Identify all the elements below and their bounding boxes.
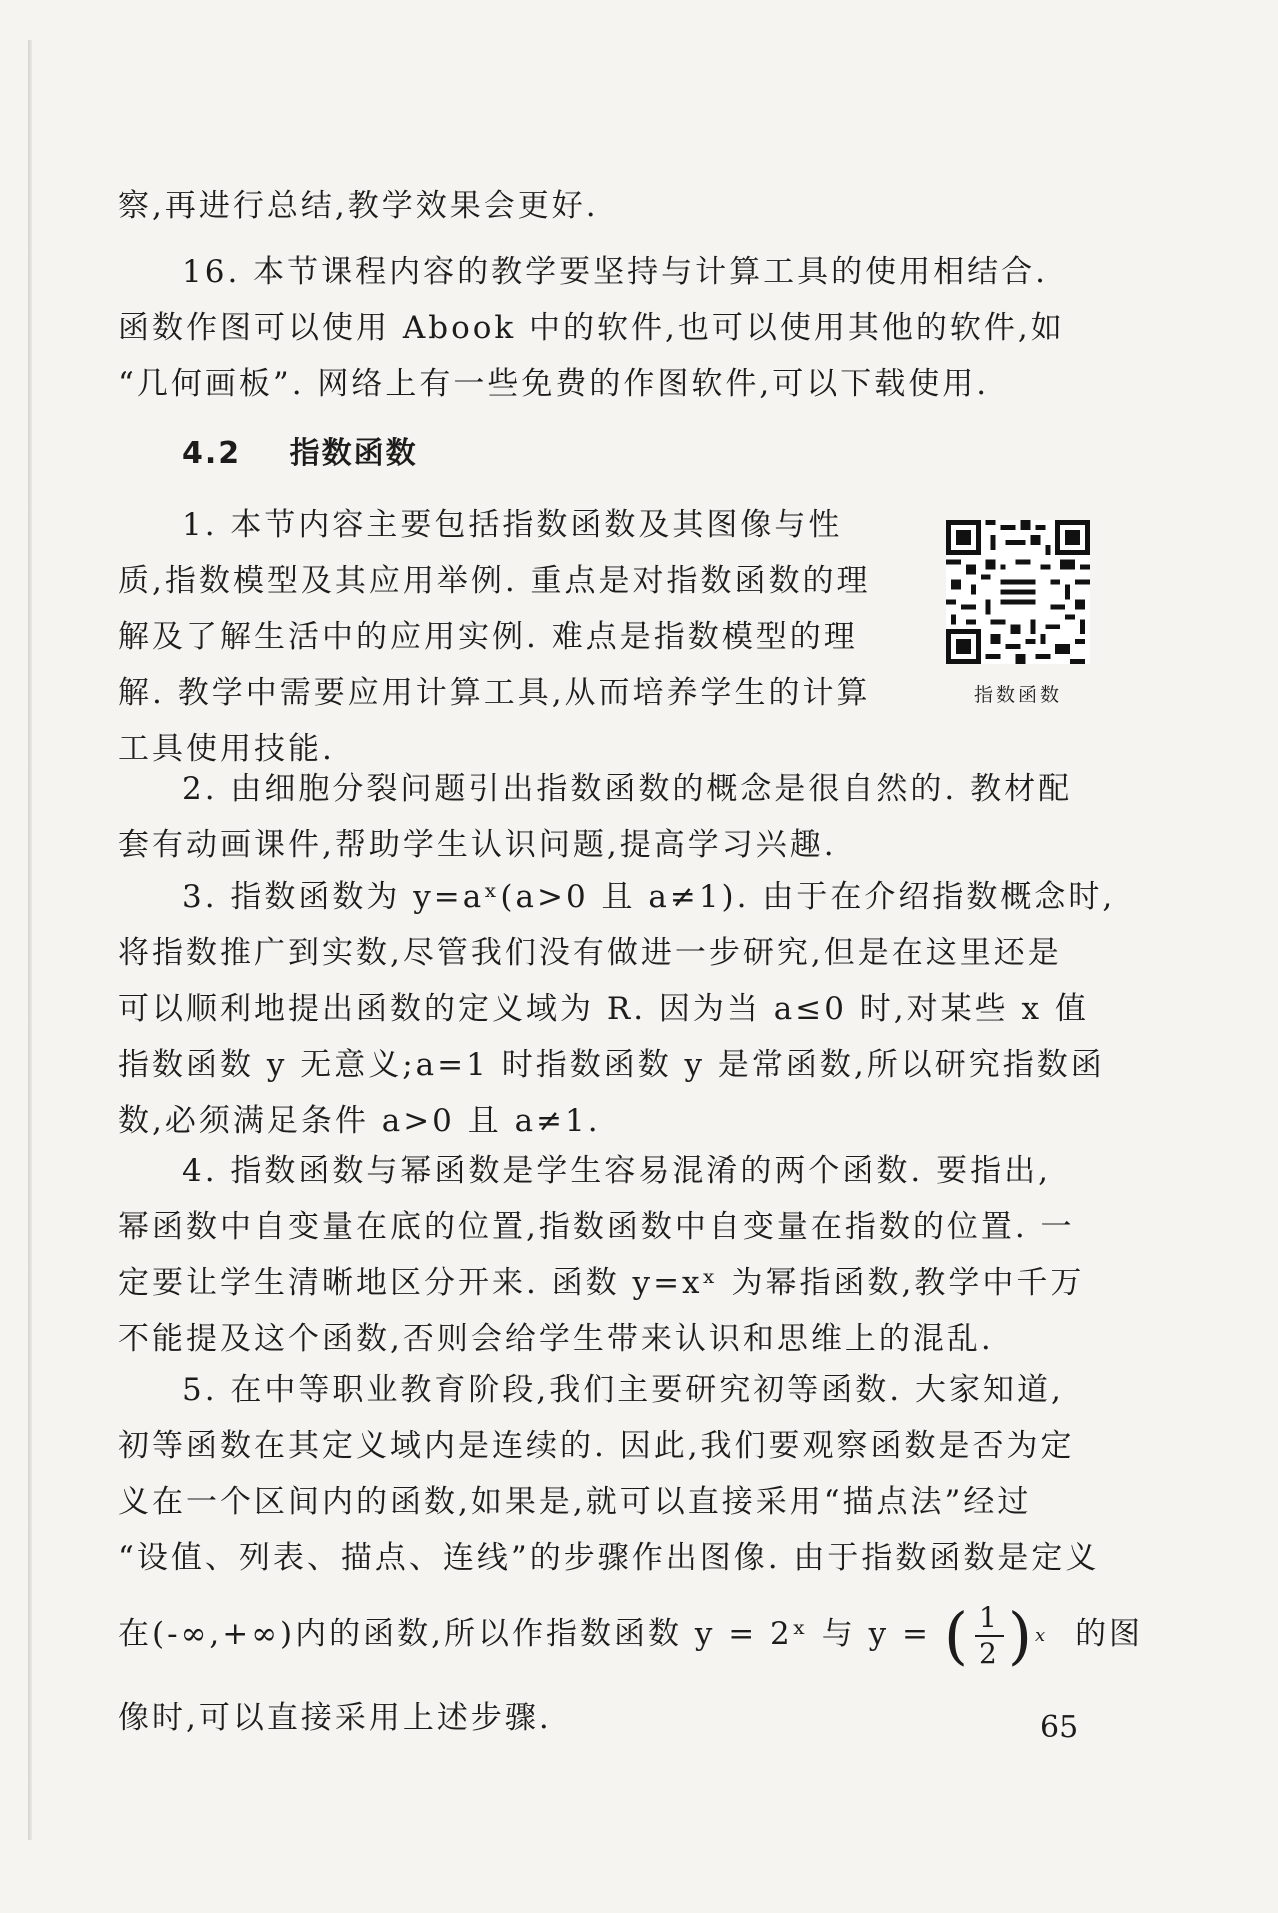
text-line: 将指数推广到实数,尽管我们没有做进一步研究,但是在这里还是: [118, 935, 1062, 971]
text-line: 幂函数中自变量在底的位置,指数函数中自变量在指数的位置. 一: [118, 1209, 1075, 1245]
text-line: 不能提及这个函数,否则会给学生带来认识和思维上的混乱.: [118, 1321, 994, 1357]
text-line: 义在一个区间内的函数,如果是,就可以直接采用“描点法”经过: [118, 1484, 1032, 1520]
qr-code-block[interactable]: [946, 520, 1090, 707]
text-line: 工具使用技能.: [118, 731, 335, 767]
text-line: 套有动画课件,帮助学生认识问题,提高学习兴趣.: [118, 827, 837, 863]
paragraph-3: [118, 872, 1116, 1146]
text-line: 解. 教学中需要应用计算工具,从而培养学生的计算: [118, 675, 871, 711]
text-line: 质,指数模型及其应用举例. 重点是对指数函数的理: [118, 563, 871, 599]
paragraph-1: [118, 500, 898, 774]
text-line: 数,必须满足条件 a>0 且 a≠1.: [118, 1103, 601, 1139]
text-line: “设值、列表、描点、连线”的步骤作出图像. 由于指数函数是定义: [118, 1540, 1100, 1576]
section-title: 指数函数: [289, 436, 418, 471]
text-line: 可以顺利地提出函数的定义域为 R. 因为当 a≤0 时,对某些 x 值: [118, 991, 1089, 1027]
fraction-denominator: 2: [979, 1636, 1000, 1670]
text-line: 初等函数在其定义域内是连续的. 因此,我们要观察函数是否为定: [118, 1428, 1075, 1464]
text-line: 1. 本节内容主要包括指数函数及其图像与性: [182, 507, 843, 543]
text-line: 定要让学生清晰地区分开来. 函数 y=xˣ 为幂指函数,教学中千万: [118, 1265, 1085, 1301]
text-line: 像时,可以直接采用上述步骤.: [118, 1700, 552, 1736]
section-number: 4.2: [182, 436, 242, 471]
fraction-one-half: [944, 1591, 1048, 1681]
fraction-exponent: x: [1035, 1624, 1049, 1646]
text-line: 16. 本节课程内容的教学要坚持与计算工具的使用相结合.: [182, 254, 1049, 290]
top-paragraph: [118, 181, 1098, 409]
text-line: 函数作图可以使用 Abook 中的软件,也可以使用其他的软件,如: [118, 310, 1065, 346]
text-line: 2. 由细胞分裂问题引出指数函数的概念是很自然的. 教材配: [182, 771, 1073, 807]
qr-caption: 指数函数: [973, 684, 1062, 706]
text-line: 3. 指数函数为 y=aˣ(a>0 且 a≠1). 由于在介绍指数概念时,: [182, 879, 1116, 915]
formula-text-before: 在(-∞,+∞)内的函数,所以作指数函数 y = 2ˣ 与 y =: [118, 1616, 931, 1652]
paragraph-4: [118, 1146, 1098, 1364]
left-paren: (: [943, 1598, 972, 1672]
text-line: 4. 指数函数与幂函数是学生容易混淆的两个函数. 要指出,: [182, 1153, 1051, 1189]
qr-code-icon[interactable]: [946, 520, 1090, 664]
right-paren: ): [1007, 1598, 1036, 1672]
section-heading: [182, 428, 418, 472]
paragraph-2: [118, 764, 1098, 870]
fraction: [975, 1601, 1004, 1671]
fraction-numerator: 1: [975, 1601, 1004, 1637]
paragraph-5: [118, 1365, 1144, 1743]
page-number: 65: [1040, 1710, 1079, 1745]
text-line: 5. 在中等职业教育阶段,我们主要研究初等函数. 大家知道,: [182, 1372, 1064, 1408]
text-line: “几何画板”. 网络上有一些免费的作图软件,可以下载使用.: [118, 366, 990, 402]
text-line: 解及了解生活中的应用实例. 难点是指数模型的理: [118, 619, 858, 655]
formula-line: [118, 1589, 1144, 1679]
formula-text-after: 的图: [1075, 1616, 1144, 1652]
text-line: 指数函数 y 无意义;a=1 时指数函数 y 是常函数,所以研究指数函: [118, 1047, 1105, 1083]
text-line: 察,再进行总结,教学效果会更好.: [118, 188, 599, 224]
